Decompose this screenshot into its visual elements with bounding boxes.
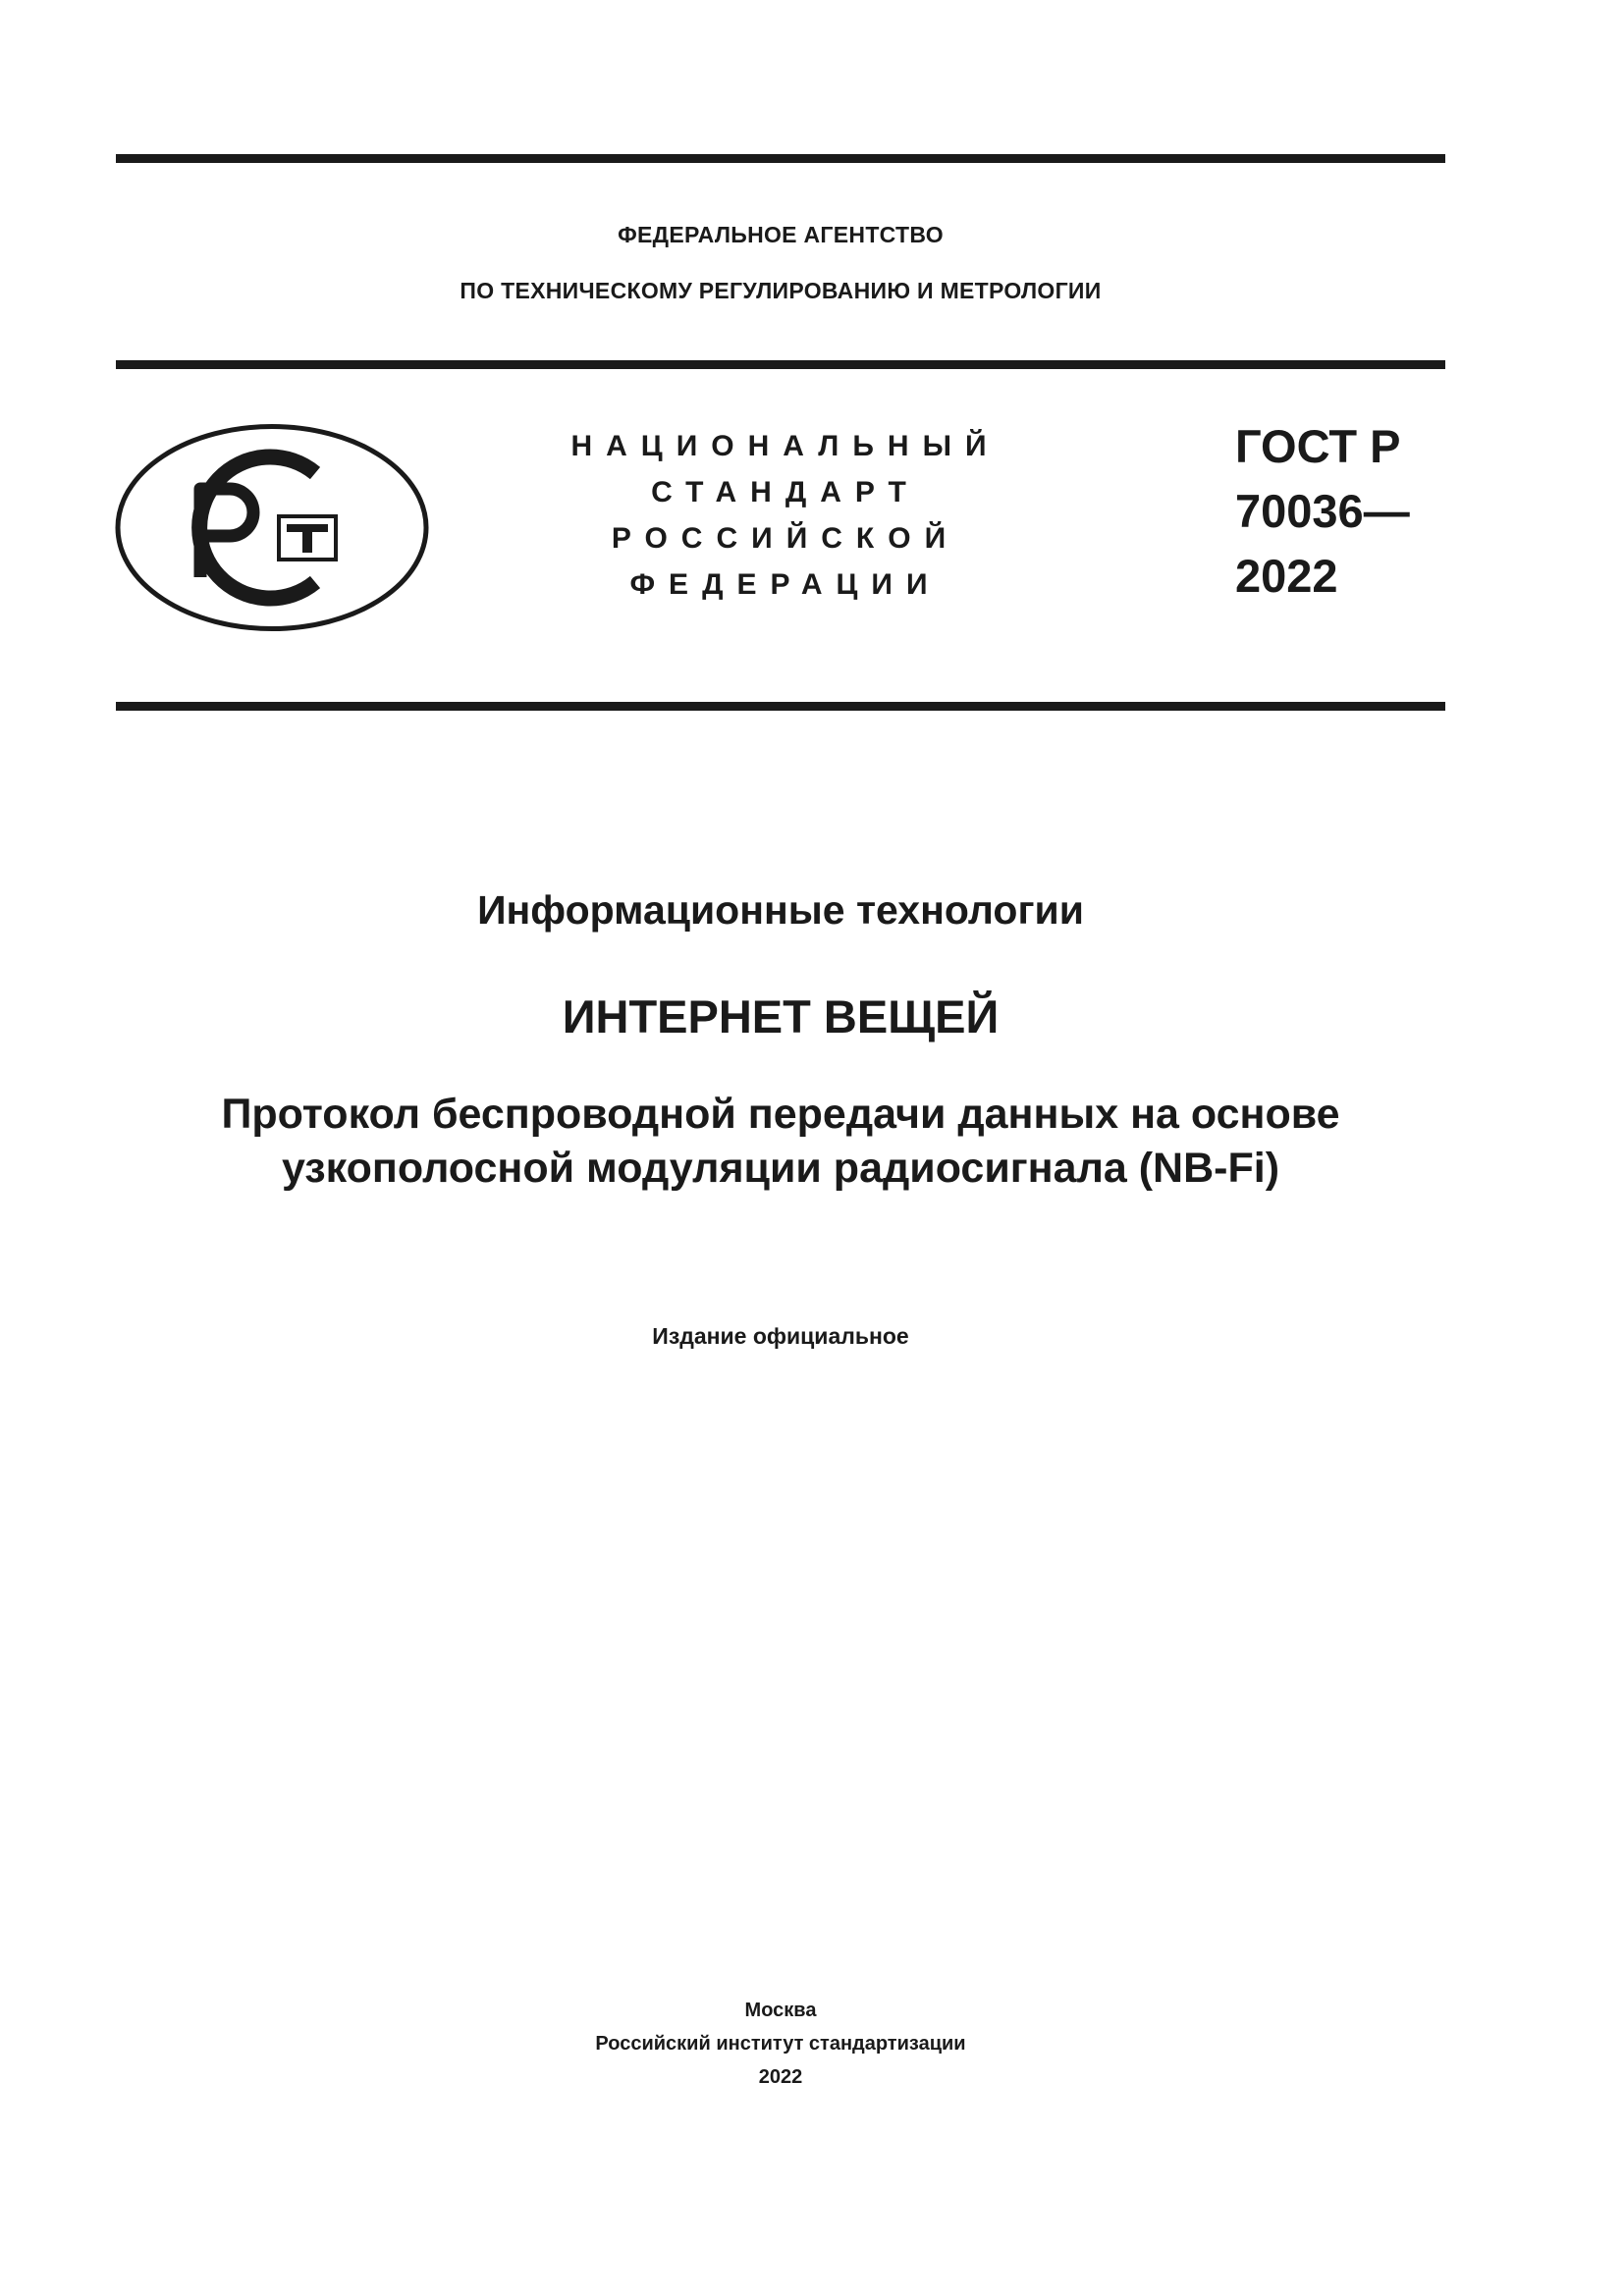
agency-name-line-2: ПО ТЕХНИЧЕСКОМУ РЕГУЛИРОВАНИЮ И МЕТРОЛОГИИ: [460, 278, 1102, 303]
designation-line-2: 70036—: [1235, 485, 1410, 537]
imprint: [116, 1994, 1445, 2094]
agency-name-line-1: ФЕДЕРАЛЬНОЕ АГЕНТСТВО: [618, 222, 944, 247]
top-rule: [116, 154, 1445, 163]
rst-conformity-mark-icon: [114, 422, 430, 633]
imprint-publisher: Российский институт стандартизации: [595, 2033, 966, 2055]
subtitle: [116, 1088, 1445, 1196]
national-standard-heading: [530, 423, 1041, 608]
edition-note: Издание официальное: [652, 1323, 909, 1349]
national-standard-line-4: ФЕДЕРАЦИИ: [629, 568, 942, 601]
imprint-city: Москва: [744, 2000, 817, 2021]
imprint-year: 2022: [758, 2066, 803, 2088]
subtitle-line-1: Протокол беспроводной передачи данных на основе: [221, 1091, 1340, 1138]
designation-line-3: 2022: [1235, 550, 1338, 602]
national-standard-line-1: НАЦИОНАЛЬНЫЙ: [570, 430, 1001, 462]
national-standard-line-2: СТАНДАРТ: [651, 476, 920, 508]
standard-designation: [1235, 414, 1410, 609]
series-title: Информационные технологии: [477, 887, 1084, 933]
subtitle-line-2: узкополосной модуляции радиосигнала (NB-Fi): [281, 1145, 1280, 1192]
main-title: ИНТЕРНЕТ ВЕЩЕЙ: [562, 990, 1000, 1042]
designation-line-1: ГОСТ Р: [1235, 420, 1401, 472]
header-rule: [116, 360, 1445, 369]
national-standard-line-3: РОССИЙСКОЙ: [611, 522, 960, 555]
middle-rule: [116, 702, 1445, 711]
